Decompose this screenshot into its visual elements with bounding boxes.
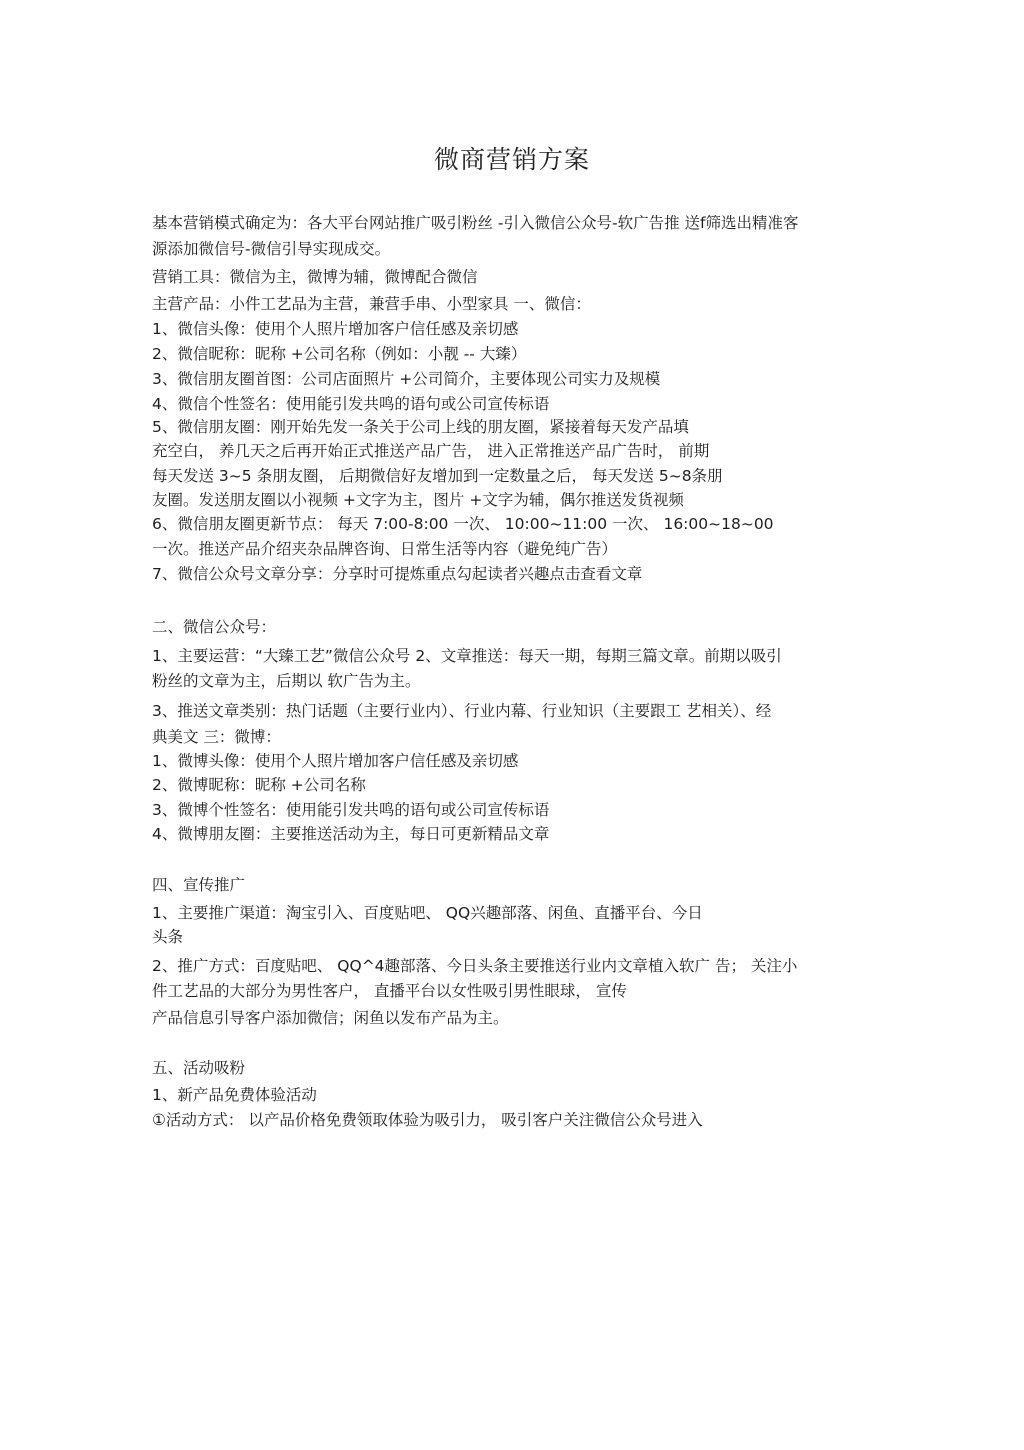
text-line: 1、主要推广渠道：淘宝引入、百度贴吧、 QQ兴趣部落、闲鱼、直播平台、今日 <box>152 904 703 922</box>
text-line: 友圈。发送朋友圈以小视频 +文字为主，图片 +文字为辅，偶尔推送发货视频 <box>152 491 684 509</box>
text-line: 一次。推送产品介绍夹杂品牌咨询、日常生活等内容（避免纯广告） <box>152 540 618 558</box>
text-line: 3、推送文章类别：热门话题（主要行业内）、行业内幕、行业知识（主要跟工 艺相关）、经 <box>152 702 772 720</box>
section-heading: 四、宣传推广 <box>152 876 246 894</box>
text-line: 产品信息引导客户添加微信；闲鱼以发布产品为主。 <box>152 1009 509 1027</box>
text-line: 2、微博昵称：昵称 +公司名称 <box>152 776 366 794</box>
text-line: 2、推广方式：百度贴吧、 QQ^4趣部落、今日头条主要推送行业内文章植入软广 告； 关注小 <box>152 957 798 975</box>
text-line: 1、主要运营：“大臻工艺”微信公众号 2、文章推送：每天一期，每期三篇文章。前期以吸引 <box>152 647 782 665</box>
section-heading: 五、活动吸粉 <box>152 1059 246 1077</box>
text-line: 3、微信朋友圈首图：公司店面照片 +公司简介，主要体现公司实力及规模 <box>152 370 661 388</box>
text-line: 7、微信公众号文章分享：分享时可提炼重点勾起读者兴趣点击查看文章 <box>152 565 643 583</box>
section-heading: 二、微信公众号： <box>152 618 277 636</box>
text-line: 件工艺品的大部分为男性客户， 直播平台以女性吸引男性眼球， 宣传 <box>152 982 627 1000</box>
text-line: 典美文 三：微博： <box>152 728 281 746</box>
text-line: 1、微博头像：使用个人照片增加客户信任感及亲切感 <box>152 752 519 770</box>
text-line: 粉丝的文章为主，后期以 软广告为主。 <box>152 672 421 690</box>
document-title: 微商营销方案 <box>433 145 590 174</box>
text-line: 主营产品：小件工艺品为主营，兼营手串、小型家具 一、微信： <box>152 295 591 313</box>
text-line: 1、新产品免费体验活动 <box>152 1086 317 1104</box>
text-line: 头条 <box>152 928 184 946</box>
text-line: 3、微博个性签名：使用能引发共鸣的语句或公司宣传标语 <box>152 801 550 819</box>
text-line: ①活动方式： 以产品价格免费领取体验为吸引力， 吸引客户关注微信公众号进入 <box>152 1111 703 1129</box>
text-line: 1、微信头像：使用个人照片增加客户信任感及亲切感 <box>152 320 519 338</box>
text-line: 4、微博朋友圈：主要推送活动为主，每日可更新精品文章 <box>152 825 550 843</box>
text-line: 2、微信昵称：昵称 +公司名称（例如：小靓 -- 大臻） <box>152 345 527 363</box>
text-line: 源添加微信号-微信引导实现成交。 <box>152 240 391 258</box>
text-line: 基本营销模式确定为：各大平台网站推广吸引粉丝 -引入微信公众号-软广告推 送f筛选出精准客 <box>152 214 799 232</box>
text-line: 充空白， 养几天之后再开始正式推送产品广告， 进入正常推送产品广告时， 前期 <box>152 442 710 460</box>
text-line: 每天发送 3~5 条朋友圈， 后期微信好友增加到一定数量之后， 每天发送 5~8条朋 <box>152 467 723 485</box>
text-line: 4、微信个性签名：使用能引发共鸣的语句或公司宣传标语 <box>152 395 550 413</box>
text-line: 营销工具：微信为主，微博为辅，微博配合微信 <box>152 268 478 286</box>
text-line: 5、微信朋友圈：刚开始先发一条关于公司上线的朋友圈，紧接着每天发产品填 <box>152 418 689 436</box>
text-line: 6、微信朋友圈更新节点： 每天 7:00-8:00 一次、 10:00~11:00 一次、 16:00~18~00 <box>152 515 774 533</box>
